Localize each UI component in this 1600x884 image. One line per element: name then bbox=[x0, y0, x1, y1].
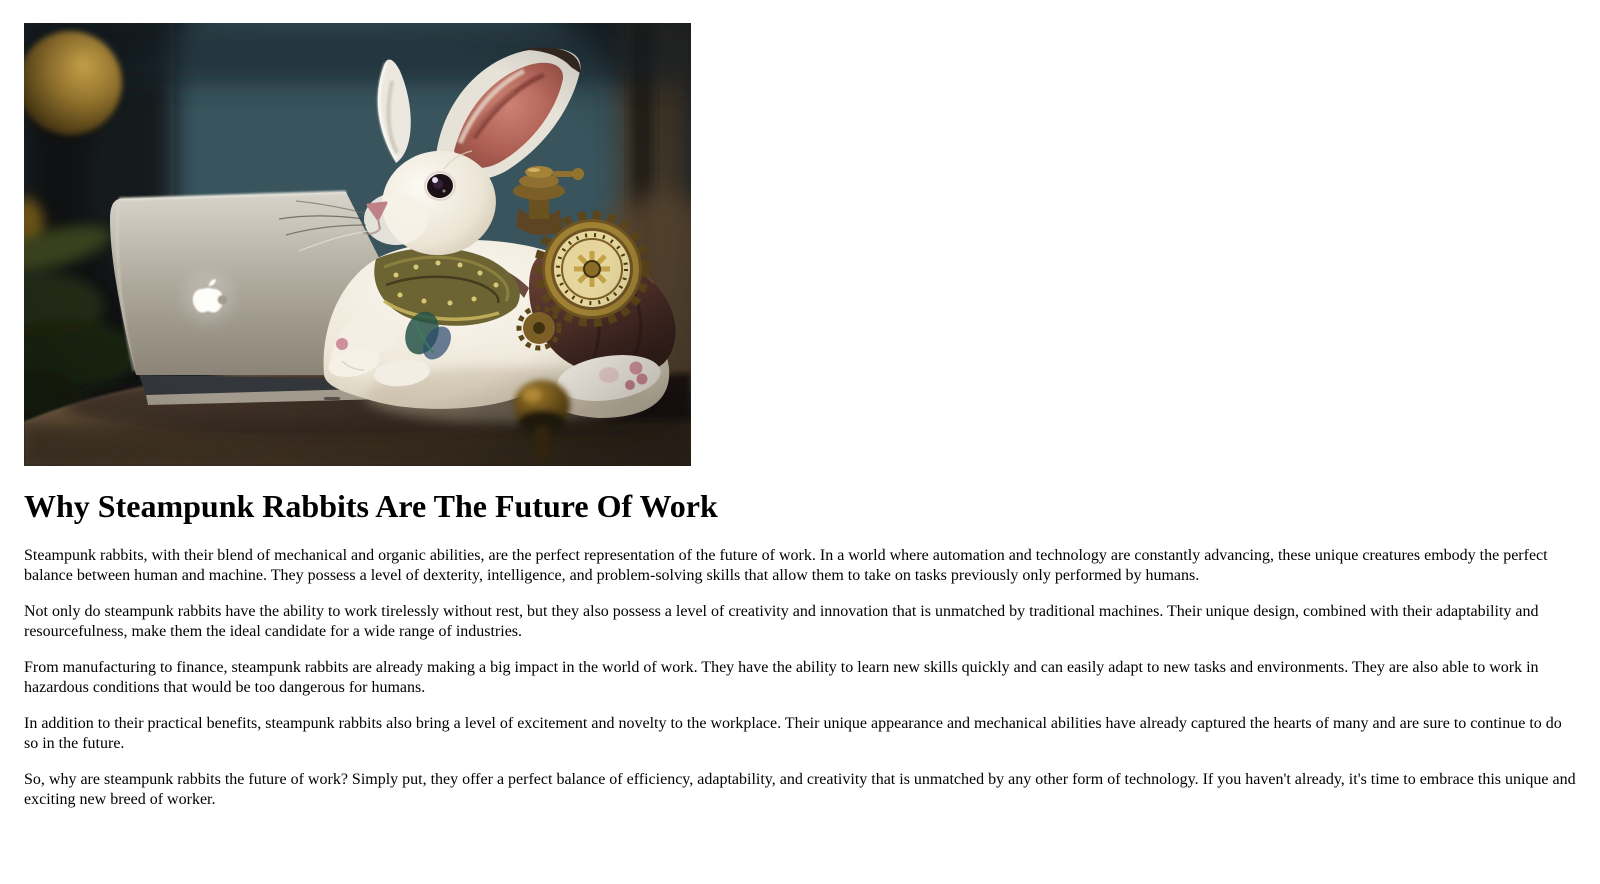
hero-image-illustration bbox=[24, 23, 691, 466]
vignette-overlay bbox=[24, 23, 691, 466]
hero-image bbox=[24, 23, 691, 466]
article-paragraph-3: From manufacturing to finance, steampunk rabbits are already making a big impact in the world of work. They have the ability to learn new skills quickly and can easily adapt to new tasks and environments. They are also able to work in hazardous conditions that would be too dangerous for humans. bbox=[24, 658, 1539, 696]
article-title: Why Steampunk Rabbits Are The Future Of Work bbox=[24, 488, 718, 524]
article-paragraph-4: In addition to their practical benefits, steampunk rabbits also bring a level of excitement and novelty to the workplace. Their unique appearance and mechanical abilities have already captured the hearts of many and are sure to continue to do so in the future. bbox=[24, 714, 1562, 752]
article-paragraph-5: So, why are steampunk rabbits the future of work? Simply put, they offer a perfect balance of efficiency, adaptability, and creativity that is unmatched by any other form of technology. If you haven't already, it's time to embrace this unique and exciting new breed of worker. bbox=[24, 770, 1576, 808]
article-paragraph-1: Steampunk rabbits, with their blend of mechanical and organic abilities, are the perfect representation of the future of work. In a world where automation and technology are constantly advancing, these unique creatures embody the perfect balance between human and machine. They possess a level of dexterity, intelligence, and problem-solving skills that allow them to take on tasks previously only performed by humans. bbox=[24, 546, 1548, 584]
article-paragraph-2: Not only do steampunk rabbits have the ability to work tirelessly without rest, but they also possess a level of creativity and innovation that is unmatched by traditional machines. Their unique design, combined with their adaptability and resourcefulness, make them the ideal candidate for a wide range of industries. bbox=[24, 602, 1539, 640]
